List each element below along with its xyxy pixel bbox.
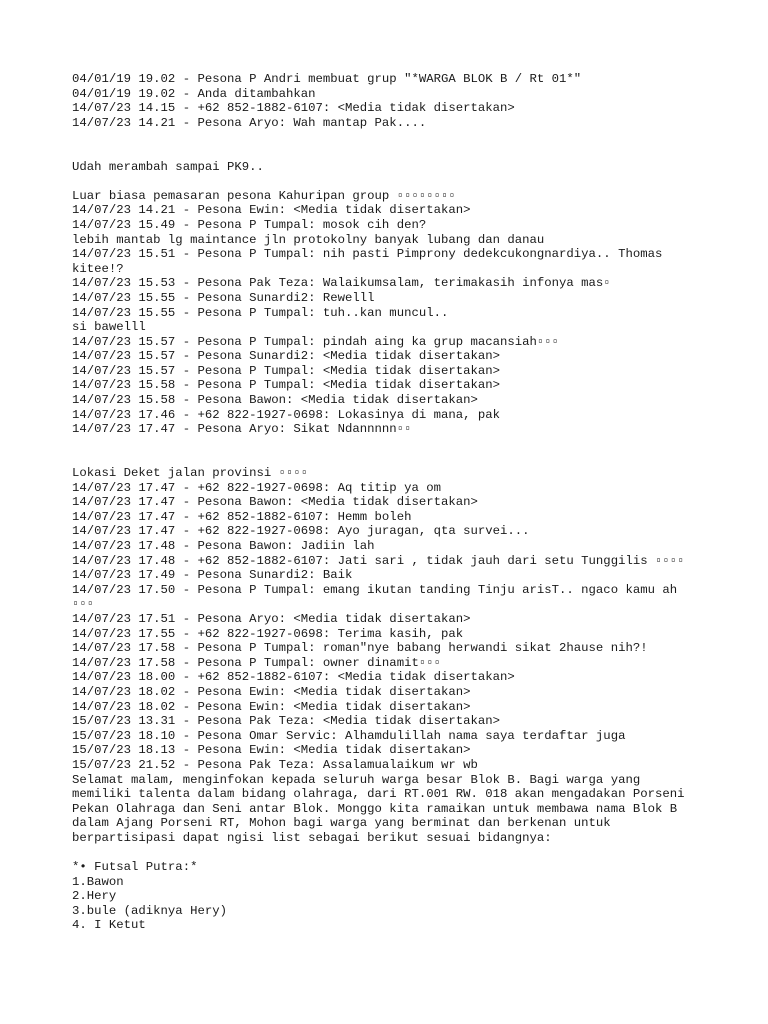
text-line: 14/07/23 15.57 - Pesona P Tumpal: pindah aing ka grup macansiah▫▫▫ <box>72 334 560 349</box>
text-line: Pekan Olahraga dan Seni antar Blok. Monggo kita ramaikan untuk membawa nama Blok B <box>72 801 678 816</box>
text-line: *• Futsal Putra:* <box>72 860 198 875</box>
text-line: 14/07/23 17.46 - +62 822-1927-0698: Lokasinya di mana, pak <box>72 407 501 422</box>
text-line: 14/07/23 17.55 - +62 822-1927-0698: Terima kasih, pak <box>72 626 464 641</box>
text-line: 14/07/23 18.00 - +62 852-1882-6107: <Media tidak disertakan> <box>72 670 515 685</box>
text-line: 14/07/23 17.47 - Pesona Aryo: Sikat Ndannnnn▫▫ <box>72 422 412 437</box>
text-line: dalam Ajang Porseni RT, Mohon bagi warga yang berminat dan berkenan untuk <box>72 816 611 831</box>
text-line: 4. I Ketut <box>72 918 146 933</box>
text-line: 14/07/23 14.15 - +62 852-1882-6107: <Media tidak disertakan> <box>72 101 515 116</box>
text-line: lebih mantab lg maintance jln protokolny banyak lubang dan danau <box>72 232 545 247</box>
text-line: 14/07/23 17.47 - Pesona Bawon: <Media tidak disertakan> <box>72 495 478 510</box>
text-line <box>72 174 712 189</box>
text-line <box>72 130 712 145</box>
text-line: 14/07/23 15.57 - Pesona Sunardi2: <Media tidak disertakan> <box>72 349 501 364</box>
text-line: 14/07/23 17.51 - Pesona Aryo: <Media tidak disertakan> <box>72 611 471 626</box>
text-line: 15/07/23 13.31 - Pesona Pak Teza: <Media tidak disertakan> <box>72 714 501 729</box>
text-line: 14/07/23 15.55 - Pesona P Tumpal: tuh..kan muncul.. <box>72 305 449 320</box>
text-line: Selamat malam, menginfokan kepada seluruh warga besar Blok B. Bagi warga yang <box>72 772 641 787</box>
text-line: 3.bule (adiknya Hery) <box>72 903 227 918</box>
text-line: 04/01/19 19.02 - Pesona P Andri membuat grup "*WARGA BLOK B / Rt 01*" <box>72 72 582 86</box>
text-line: ▫▫▫ <box>72 597 95 612</box>
text-line: memiliki talenta dalam bidang olahraga, dari RT.001 RW. 018 akan mengadakan Porseni <box>72 787 685 802</box>
text-line: 14/07/23 17.58 - Pesona P Tumpal: roman"nye babang herwandi sikat 2hause nih?! <box>72 641 648 656</box>
text-line: 15/07/23 18.13 - Pesona Ewin: <Media tidak disertakan> <box>72 743 471 758</box>
text-line: 14/07/23 17.47 - +62 822-1927-0698: Aq titip ya om <box>72 480 441 495</box>
text-line: si bawelll <box>72 320 146 335</box>
text-line: berpartisipasi dapat ngisi list sebagai berikut sesuai bidangnya: <box>72 830 552 845</box>
text-line: 04/01/19 19.02 - Anda ditambahkan <box>72 86 316 101</box>
text-line: 14/07/23 17.47 - +62 822-1927-0698: Ayo juragan, qta survei... <box>72 524 530 539</box>
text-line: 14/07/23 17.48 - +62 852-1882-6107: Jati sari , tidak jauh dari setu Tunggilis ▫▫▫▫ <box>72 553 685 568</box>
text-line: 14/07/23 14.21 - Pesona Aryo: Wah mantap Pak.... <box>72 115 427 130</box>
text-line <box>72 451 712 466</box>
text-line: Udah merambah sampai PK9.. <box>72 159 264 174</box>
text-line: 14/07/23 17.47 - +62 852-1882-6107: Hemm boleh <box>72 509 412 524</box>
text-line: 14/07/23 15.49 - Pesona P Tumpal: mosok cih den? <box>72 217 427 232</box>
document-page <box>72 72 712 933</box>
text-line <box>72 437 712 452</box>
text-line: 14/07/23 17.48 - Pesona Bawon: Jadiin lah <box>72 539 375 553</box>
text-line: 14/07/23 17.49 - Pesona Sunardi2: Baik <box>72 568 353 583</box>
text-line: 14/07/23 15.55 - Pesona Sunardi2: Rewelll <box>72 290 375 305</box>
text-line: 14/07/23 15.58 - Pesona Bawon: <Media tidak disertakan> <box>72 393 478 408</box>
text-line: 15/07/23 18.10 - Pesona Omar Servic: Alhamdulillah nama saya terdaftar juga <box>72 728 626 743</box>
text-line: 14/07/23 15.58 - Pesona P Tumpal: <Media tidak disertakan> <box>72 378 501 393</box>
text-line: 14/07/23 17.50 - Pesona P Tumpal: emang ikutan tanding Tinju arisT.. ngaco kamu ah <box>72 582 678 597</box>
text-line: Luar biasa pemasaran pesona Kahuripan group ▫▫▫▫▫▫▫▫ <box>72 188 456 203</box>
text-line: Lokasi Deket jalan provinsi ▫▫▫▫ <box>72 466 309 481</box>
text-line: 14/07/23 18.02 - Pesona Ewin: <Media tidak disertakan> <box>72 684 471 699</box>
text-line <box>72 145 712 160</box>
text-line: 14/07/23 15.53 - Pesona Pak Teza: Walaikumsalam, terimakasih infonya mas▫ <box>72 276 611 291</box>
text-line: 1.Bawon <box>72 874 124 889</box>
text-line: 2.Hery <box>72 889 117 904</box>
text-line: kitee!? <box>72 261 124 276</box>
text-line: 14/07/23 17.58 - Pesona P Tumpal: owner dinamit▫▫▫ <box>72 655 441 670</box>
text-line: 14/07/23 15.51 - Pesona P Tumpal: nih pasti Pimprony dedekcukongnardiya.. Thomas <box>72 247 663 262</box>
text-line: 14/07/23 14.21 - Pesona Ewin: <Media tidak disertakan> <box>72 203 471 218</box>
text-line: 15/07/23 21.52 - Pesona Pak Teza: Assalamualaikum wr wb <box>72 757 478 772</box>
text-line: 14/07/23 15.57 - Pesona P Tumpal: <Media tidak disertakan> <box>72 363 501 378</box>
text-line: 14/07/23 18.02 - Pesona Ewin: <Media tidak disertakan> <box>72 699 471 714</box>
text-line <box>72 845 712 860</box>
